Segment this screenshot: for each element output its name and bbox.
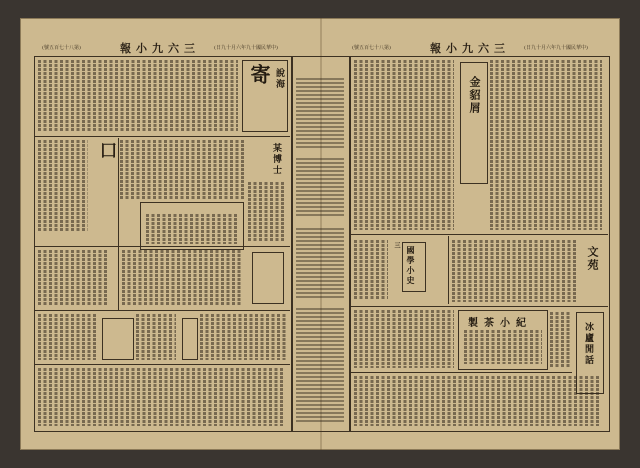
article-text [354, 60, 454, 230]
timetable [296, 78, 344, 148]
headline-wenyuan: 文苑 [586, 246, 599, 272]
article-text [464, 330, 542, 364]
article-text [354, 310, 454, 368]
timetable [296, 308, 344, 423]
timetable [296, 228, 344, 298]
headline-boshi: 某博士 [271, 143, 281, 176]
article-text [248, 182, 286, 242]
newspaper-sheet [20, 18, 620, 450]
column-logo: 寄 [247, 64, 271, 86]
article-text [38, 60, 238, 132]
article-text [38, 250, 108, 306]
divider [34, 246, 290, 247]
article-text [354, 376, 600, 426]
divider [350, 372, 572, 373]
column-logo-calligraphy: 囗 [98, 142, 117, 160]
headline-shuohai: 說海 [274, 68, 284, 90]
headline-jindiao: 金貂屑 [468, 76, 481, 115]
byline: 三 [393, 242, 400, 250]
article-text [200, 314, 286, 360]
issue-number: (號五百七十八第) [42, 45, 81, 51]
article-text [136, 314, 176, 360]
article-text [120, 140, 245, 200]
article-text [38, 368, 284, 426]
article-text [452, 240, 578, 302]
right-masthead: 報小九六三 [430, 42, 510, 55]
timetable [296, 158, 344, 218]
divider [350, 306, 608, 307]
divider [34, 136, 290, 137]
divider [34, 364, 290, 365]
issue-date: (日九十月六年九十國民華中) [524, 45, 588, 51]
article-text [490, 60, 602, 230]
headline-guoxue: 國學小史 [406, 246, 416, 286]
issue-date: (日九十月六年九十國民華中) [214, 45, 278, 51]
headline-binglu: 冰廬閒話 [583, 322, 593, 366]
article-text [122, 250, 242, 306]
headline-box [252, 252, 284, 304]
headline-box [182, 318, 198, 360]
article-text [550, 312, 572, 368]
issue-number: (號五百七十八第) [352, 45, 391, 51]
divider [350, 234, 608, 235]
column-rule [448, 236, 449, 304]
headline-box [102, 318, 134, 360]
article-text [38, 314, 98, 360]
left-masthead: 報小九六三 [120, 42, 200, 55]
verse-text [146, 214, 238, 244]
article-text [38, 140, 88, 232]
divider [34, 310, 290, 311]
headline-zhicha: 製茶小紀 [468, 318, 532, 329]
article-text [354, 240, 388, 300]
column-rule [118, 138, 119, 310]
